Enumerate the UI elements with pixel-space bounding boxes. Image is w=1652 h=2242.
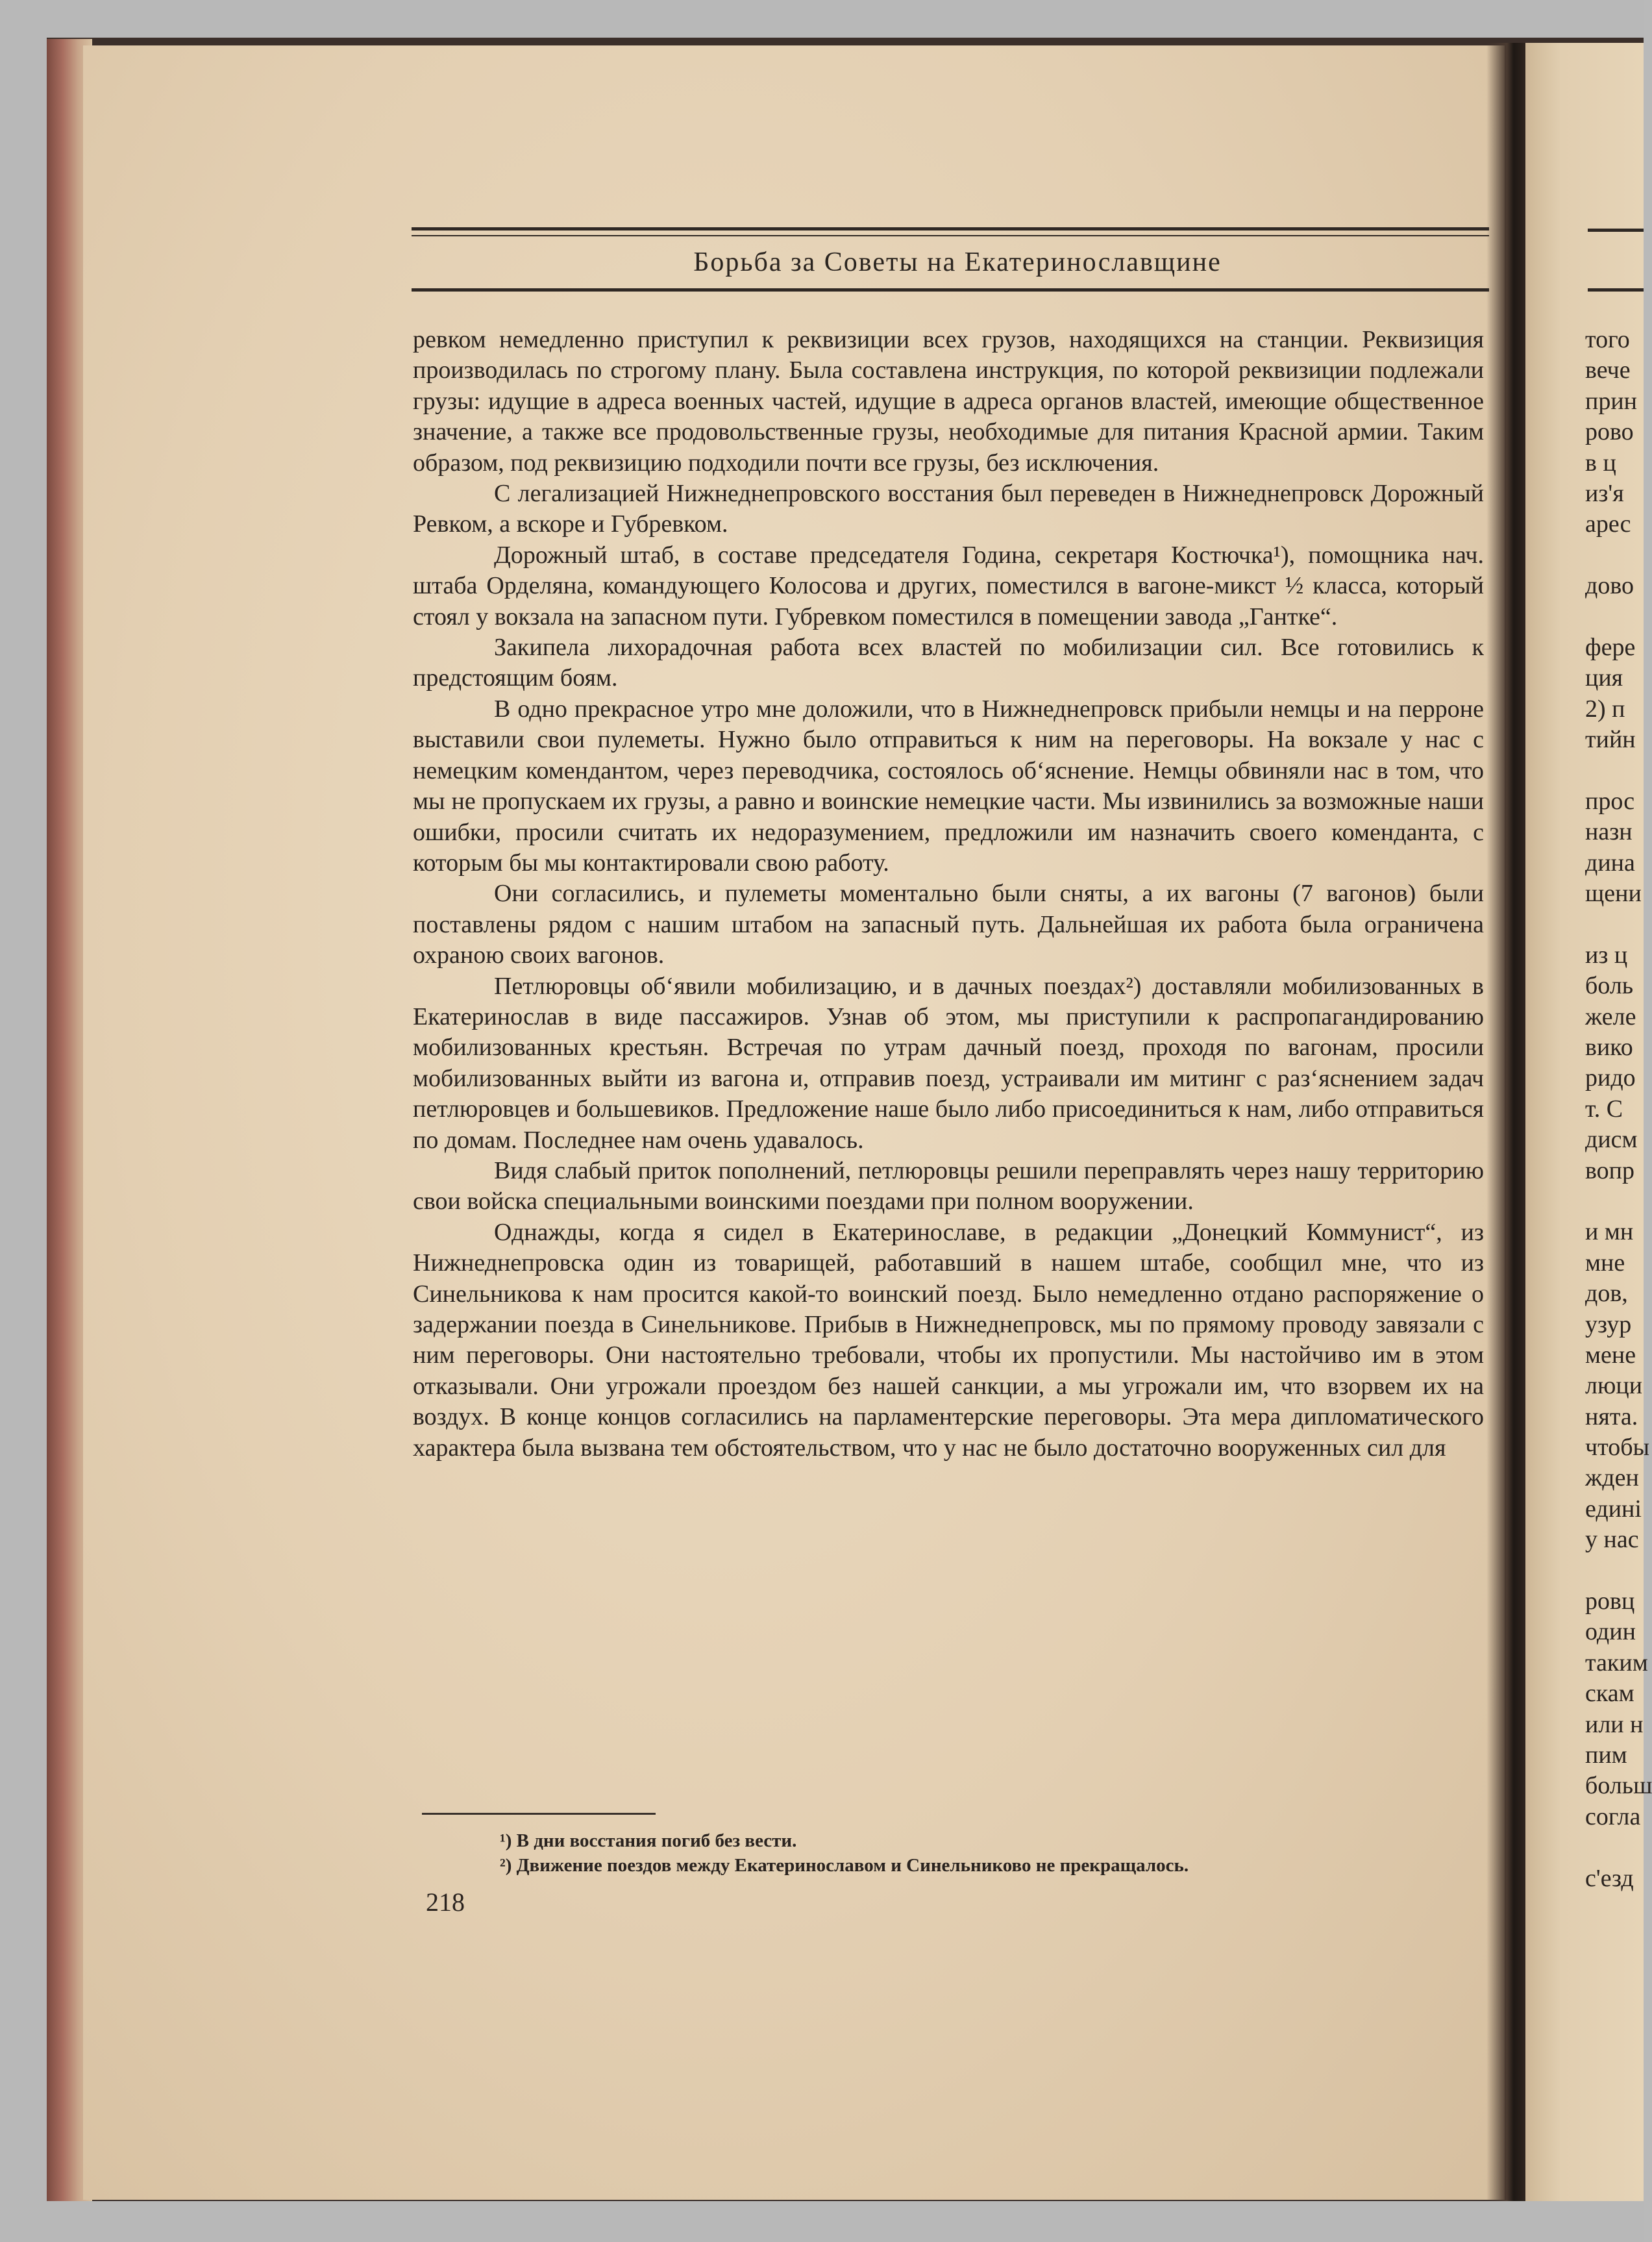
facing-line: таким — [1585, 1649, 1648, 1676]
facing-line: дина — [1585, 849, 1635, 877]
facing-line: узур — [1585, 1310, 1632, 1338]
facing-line: едині — [1585, 1495, 1642, 1523]
header-rule-top — [412, 227, 1489, 230]
facing-line — [1585, 1556, 1650, 1586]
running-head: Борьба за Советы на Екатеринославщине — [693, 247, 1222, 277]
facing-line: того — [1585, 326, 1630, 353]
facing-line: ровц — [1585, 1588, 1635, 1615]
facing-line: люци — [1585, 1372, 1643, 1400]
facing-line: ция — [1585, 664, 1623, 692]
paragraph: Видя слабый приток пополнений, петлюровцы решили переправлять через нашу территорию свои войска специальными воинскими поездами при полном вооружении. — [413, 1156, 1484, 1215]
paragraph: В одно прекрасное утро мне доложили, что в Нижнеднепровск прибыли немцы и на перроне выставили свои пулеметы. Нужно было отправиться к ним на переговоры. На вокзале у нас с немецким комендантом, через переводчика, состоялось об‘яснение. Немцы обвиняли нас в том, что мы не пропускаем их грузы, а равно и воинские немецкие части. Мы извинились за возможные наши ошибки, просили считать их недоразумением, предложили им назначить своего коменданта, с которым бы мы контактировали свою работу. — [413, 695, 1484, 877]
facing-line — [1585, 602, 1650, 632]
facing-line: больш — [1585, 1772, 1652, 1800]
footnotes — [500, 1828, 1473, 1878]
facing-line: из'я — [1585, 479, 1624, 507]
facing-line: дово — [1585, 572, 1634, 600]
facing-line: щени — [1585, 880, 1642, 908]
facing-line: 2) п — [1585, 695, 1625, 723]
facing-line: жден — [1585, 1464, 1639, 1492]
facing-line: прин — [1585, 387, 1638, 415]
facing-line — [1585, 540, 1650, 571]
paragraph: Однажды, когда я сидел в Екатеринославе, в редакции „Донецкий Коммунист“, из Нижнеднепровска один из товарищей, работавший в нашем штабе, сообщил мне, что из Синельникова к нам просится какой-то воинский поезд. Было немедленно отдано распоряжение о задержании поезда в Синельникове. Прибыв в Нижнеднепровск, мы по прямому проводу завязали с ним переговоры. Они настоятельно требовали, чтобы их пропустили. Мы настойчиво им в этом отказывали. Они угрожали проездом без нашей санкции, а мы угрожали им, что взорвем их на воздух. В конце концов согласились на парламентерские переговоры. Эта мера дипломатического характера была вызвана тем обстоятельством, что у нас не было достаточно вооруженных сил для — [413, 1218, 1484, 1462]
facing-line — [1585, 755, 1650, 786]
right-header-rule-bottom — [1588, 288, 1644, 292]
facing-line: назн — [1585, 818, 1633, 846]
facing-line: и мн — [1585, 1218, 1634, 1246]
facing-line: или н — [1585, 1710, 1644, 1738]
facing-line: скам — [1585, 1680, 1634, 1708]
facing-line: вопр — [1585, 1156, 1635, 1184]
facing-line: рово — [1585, 418, 1634, 446]
facing-line: мене — [1585, 1341, 1636, 1369]
facing-line: дов, — [1585, 1280, 1628, 1308]
footnote-rule — [422, 1813, 656, 1815]
facing-page-text — [1585, 325, 1650, 1894]
paragraph: Петлюровцы об‘явили мобилизацию, и в дачных поездах²) доставляли мобилизованных в Екатеринослав в виде пассажиров. Узнав об этом, мы приступили к распропагандированию мобилизованных крестьян. Встречая по утрам дачный поезд, проходя по вагонам, просили мобилизованных выйти из вагона и, отправив поезд, устраивали им митинг с раз‘яснением задач петлюровцев и большевиков. Предложение наше было либо присоединиться к нам, либо отправиться по домам. Последнее нам очень удавалось. — [413, 972, 1484, 1154]
facing-line: дисм — [1585, 1126, 1638, 1154]
facing-line: у нас — [1585, 1526, 1639, 1554]
facing-line: тийн — [1585, 726, 1636, 754]
facing-line: согла — [1585, 1802, 1641, 1830]
facing-line: боль — [1585, 972, 1634, 1000]
facing-line: ридо — [1585, 1064, 1636, 1092]
page-number: 218 — [426, 1887, 465, 1917]
facing-line: нята. — [1585, 1402, 1638, 1430]
facing-line — [1585, 1186, 1650, 1217]
facing-line: в ц — [1585, 449, 1616, 477]
facing-line: прос — [1585, 787, 1635, 815]
paragraph: Дорожный штаб, в составе председателя Година, секретаря Костючка¹), помощника нач. штаба Орделяна, командующего Колосова и других, поместился в вагоне-микст ½ класса, который стоял у вокзала на запасном пути. Губревком поместился в помещении завода „Гантке“. — [413, 541, 1484, 630]
facing-line: из ц — [1585, 941, 1628, 969]
facing-line: желе — [1585, 1003, 1636, 1030]
footnote: ¹) В дни восстания погиб без вести. — [500, 1830, 797, 1851]
facing-line — [1585, 909, 1650, 940]
facing-line: вико — [1585, 1033, 1633, 1061]
paragraph: Закипела лихорадочная работа всех властей по мобилизации сил. Все готовились к предстоящим боям. — [413, 634, 1484, 692]
facing-line: фере — [1585, 633, 1636, 661]
facing-line: арес — [1585, 510, 1631, 538]
header-rule-bottom — [412, 288, 1489, 292]
paragraph: С легализацией Нижнеднепровского восстания был переведен в Нижнеднепровск Дорожный Ревком, а вскоре и Губревком. — [413, 480, 1484, 538]
paragraph: Они согласились, и пулеметы моментально были сняты, а их вагоны (7 вагонов) были поставлены рядом с нашим штабом на запасный путь. Дальнейшая их работа была ограничена охраною своих вагонов. — [413, 880, 1484, 969]
facing-line: чтобы — [1585, 1434, 1650, 1462]
footnote: ²) Движение поездов между Екатеринославом и Синельниково не прекращалось. — [500, 1855, 1189, 1876]
facing-line: пим — [1585, 1741, 1627, 1769]
facing-line: т. С — [1585, 1095, 1623, 1123]
body-text — [413, 325, 1484, 1464]
facing-line: мне — [1585, 1249, 1625, 1277]
facing-line: вече — [1585, 356, 1631, 384]
facing-line — [1585, 1832, 1650, 1863]
paragraph: ревком немедленно приступил к реквизиции всех грузов, находящихся на станции. Реквизиция производилась по строгому плану. Была составлена инструкция, по которой реквизиции подлежали грузы: идущие в адреса военных частей, идущие в адреса органов властей, имеющие общественное значение, а также все продовольственные грузы, необходимые для питания Красной армии. Таким образом, под реквизицию подходили почти все грузы, без исключения. — [413, 326, 1484, 477]
header-rule-top-thin — [412, 235, 1489, 236]
facing-line: с'езд — [1585, 1864, 1634, 1892]
facing-line: один — [1585, 1618, 1636, 1646]
right-header-rule-top — [1588, 229, 1644, 232]
